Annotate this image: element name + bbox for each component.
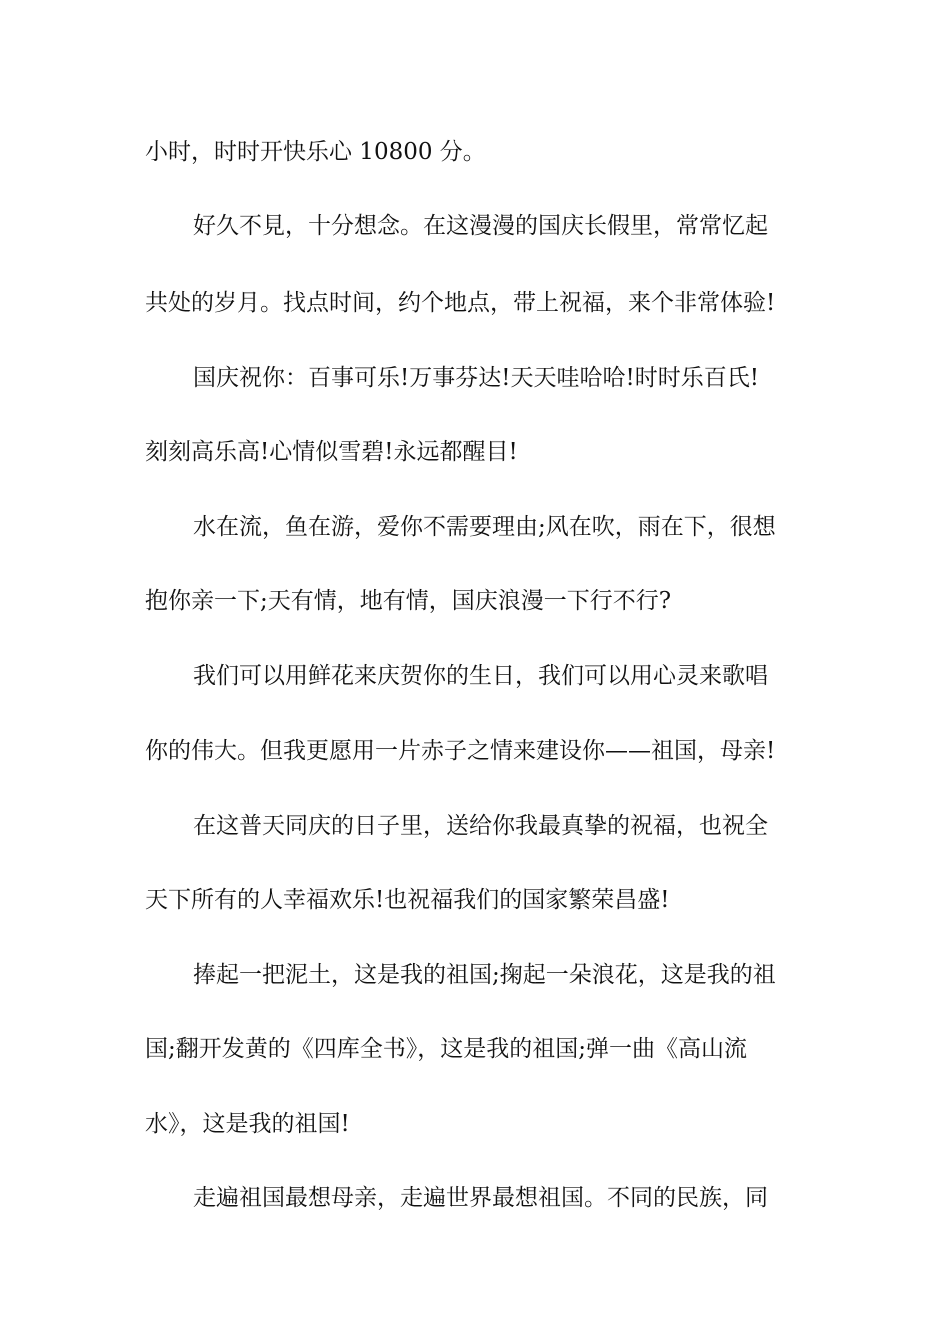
paragraph-line: 天下所有的人幸福欢乐!也祝福我们的国家繁荣昌盛! (145, 887, 670, 913)
paragraph-line: 小时，时时开快乐心 10800 分。 (145, 139, 486, 165)
paragraph-line: 刻刻高乐高!心情似雪碧!永远都醒目! (145, 439, 518, 465)
paragraph-line: 你的伟大。但我更愿用一片赤子之情来建设你——祖国，母亲! (145, 738, 776, 764)
paragraph-line: 捧起一把泥土，这是我的祖国;掬起一朵浪花，这是我的祖 (193, 962, 776, 988)
paragraph-line: 抱你亲一下;天有情，地有情，国庆浪漫一下行不行? (145, 588, 672, 614)
paragraph-line: 国;翻开发黄的《四库全书》，这是我的祖国;弹一曲《高山流 (145, 1036, 747, 1062)
paragraph-line: 在这普天同庆的日子里，送给你我最真挚的祝福，也祝全 (193, 813, 768, 839)
paragraph-line: 水在流，鱼在游，爱你不需要理由;风在吹，雨在下，很想 (193, 514, 776, 540)
paragraph-line: 走遍祖国最想母亲，走遍世界最想祖国。不同的民族，同 (193, 1185, 768, 1211)
paragraph-line: 好久不見，十分想念。在这漫漫的国庆长假里，常常忆起 (193, 213, 768, 239)
paragraph-line: 水》，这是我的祖国! (145, 1111, 350, 1137)
paragraph-line: 我们可以用鲜花来庆贺你的生日，我们可以用心灵来歌唱 (193, 663, 768, 689)
paragraph-line: 国庆祝你：百事可乐!万事芬达!天天哇哈哈!时时乐百氏! (193, 365, 759, 391)
paragraph-line: 共处的岁月。找点时间，约个地点，带上祝福，来个非常体验! (145, 290, 776, 316)
